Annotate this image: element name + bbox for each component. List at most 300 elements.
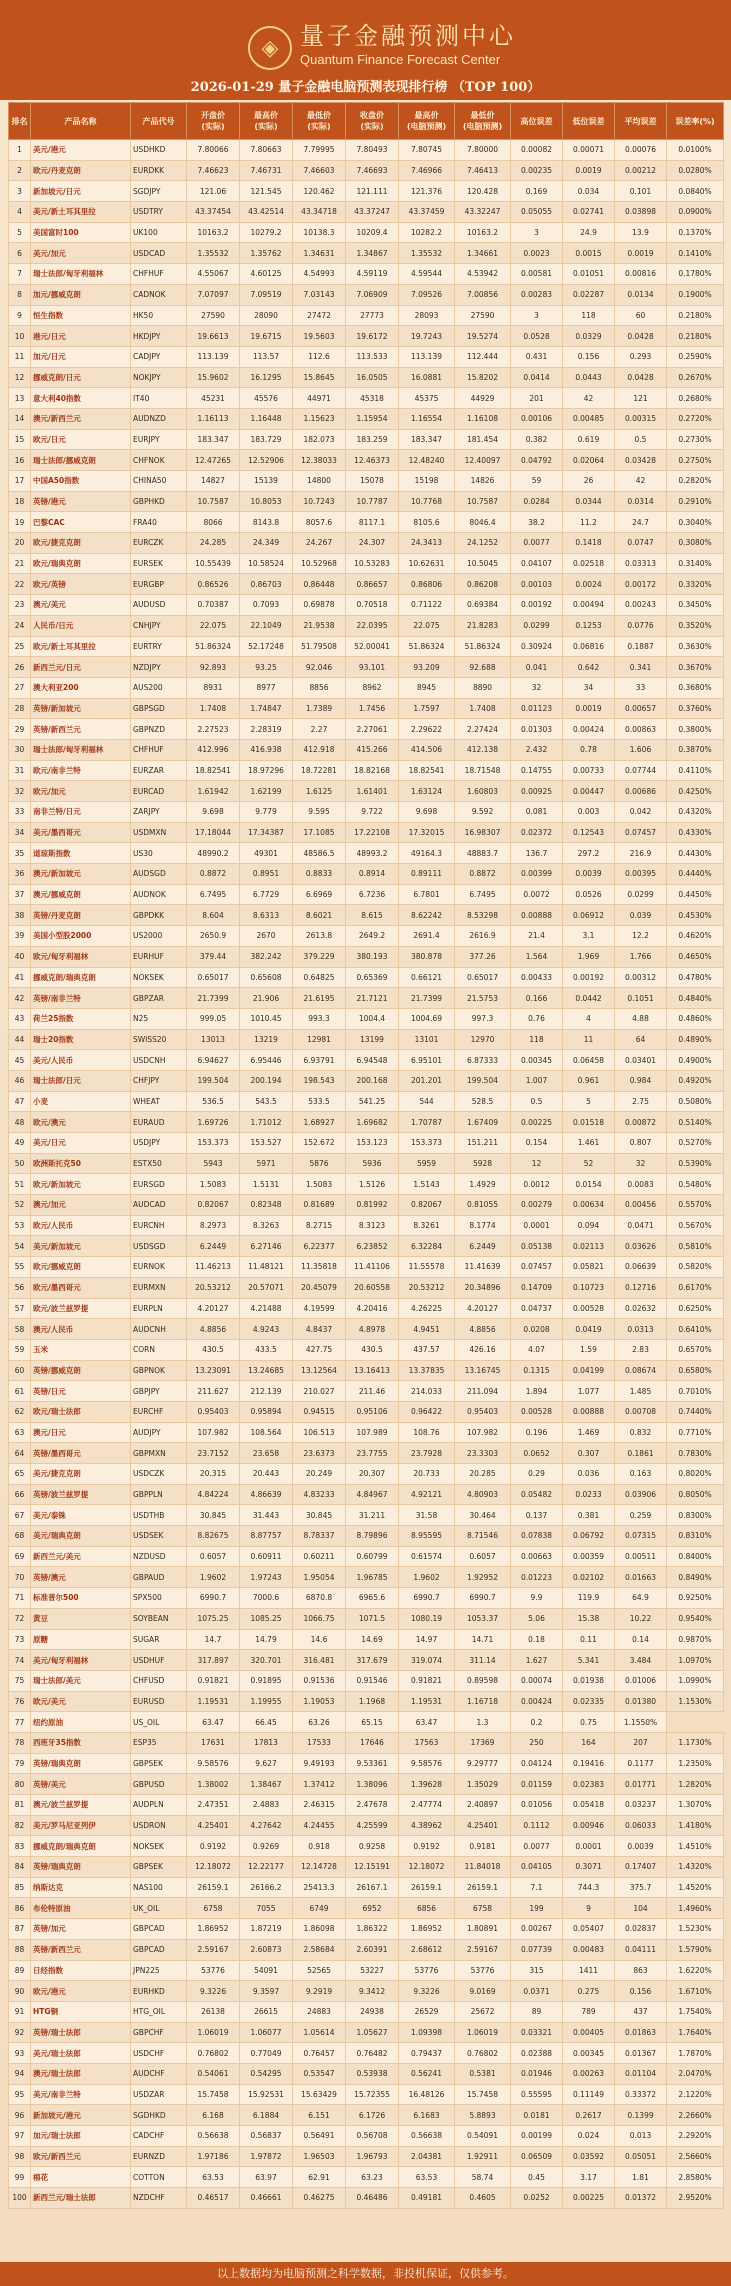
table-cell: 欧元/人民币 — [31, 1215, 131, 1236]
table-cell: 23.6373 — [293, 1443, 346, 1464]
table-cell: 0.00225 — [511, 1112, 563, 1133]
table-cell: 92.688 — [455, 657, 511, 678]
table-cell: 0.06033 — [615, 1815, 667, 1836]
table-cell: 0.75 — [563, 1712, 615, 1733]
table-cell: 49164.3 — [399, 843, 455, 864]
table-cell: 5 — [563, 1091, 615, 1112]
table-cell: 0.00235 — [511, 160, 563, 181]
table-cell: 2.4883 — [240, 1795, 293, 1816]
table-cell: 0.0428 — [615, 326, 667, 347]
table-cell: 1.96793 — [346, 2146, 399, 2167]
table-cell: 0.08674 — [615, 1360, 667, 1381]
table-cell: 19.5274 — [455, 326, 511, 347]
table-cell: 30.845 — [187, 1505, 240, 1526]
table-cell: 澳元/日元 — [31, 1422, 131, 1443]
table-cell: 68 — [9, 1526, 31, 1547]
table-row — [9, 1091, 724, 1112]
table-cell: 8856 — [293, 677, 346, 698]
table-cell: 0.04111 — [615, 1939, 667, 1960]
table-cell: 0.3670% — [667, 657, 724, 678]
table-cell: 5876 — [293, 1153, 346, 1174]
page-subtitle: 2026-01-29 量子金融电脑预测表现排行榜 （TOP 100） — [190, 80, 541, 95]
table-cell: 207 — [615, 1732, 667, 1753]
table-cell: 56 — [9, 1277, 31, 1298]
table-cell: 0.05407 — [563, 1919, 615, 1940]
table-cell: 0.01938 — [563, 1670, 615, 1691]
table-cell: EURMXN — [131, 1277, 187, 1298]
table-row — [9, 1029, 724, 1050]
table-cell: 9.3597 — [240, 1981, 293, 2002]
table-cell: 黄豆 — [31, 1608, 131, 1629]
table-row — [9, 1526, 724, 1547]
column-header: 开盘价 (实际) — [187, 103, 240, 140]
table-cell: 8.6313 — [240, 905, 293, 926]
table-cell: 997.3 — [455, 1008, 511, 1029]
table-cell: 0.4620% — [667, 926, 724, 947]
table-row — [9, 1401, 724, 1422]
table-cell: HTG铜 — [31, 2001, 131, 2022]
table-cell: 6758 — [187, 1898, 240, 1919]
table-cell: 0.3320% — [667, 574, 724, 595]
table-cell: 0.00816 — [615, 264, 667, 285]
table-cell: 0.70518 — [346, 595, 399, 616]
table-cell: 1.9602 — [187, 1567, 240, 1588]
table-cell: GBPDKK — [131, 905, 187, 926]
table-cell: 4.07 — [511, 1339, 563, 1360]
table-cell: 108.564 — [240, 1422, 293, 1443]
table-cell: 16.0881 — [399, 367, 455, 388]
table-cell: 0.77049 — [240, 2043, 293, 2064]
table-cell: 8117.1 — [346, 512, 399, 533]
table-cell: 382.242 — [240, 946, 293, 967]
table-cell: 118 — [511, 1029, 563, 1050]
table-cell: 0.00395 — [615, 864, 667, 885]
table-cell: 0.14 — [615, 1629, 667, 1650]
table-cell: 42 — [563, 388, 615, 409]
table-cell: US2000 — [131, 926, 187, 947]
table-cell: 22 — [9, 574, 31, 595]
table-cell: 11.41639 — [455, 1257, 511, 1278]
table-cell: 2.59167 — [455, 1939, 511, 1960]
table-cell: 2.0470% — [667, 2063, 724, 2084]
table-cell: 4.21488 — [240, 1298, 293, 1319]
table-cell: 6952 — [346, 1898, 399, 1919]
table-cell: EURHUF — [131, 946, 187, 967]
table-cell: USDCNH — [131, 1050, 187, 1071]
table-cell: 0.76802 — [187, 2043, 240, 2064]
table-cell: 欧元/澳元 — [31, 1112, 131, 1133]
table-cell: 21.9538 — [293, 615, 346, 636]
table-cell: 0.00634 — [563, 1195, 615, 1216]
table-cell: 4.60125 — [240, 264, 293, 285]
table-cell: 2 — [9, 160, 31, 181]
table-cell: 27590 — [187, 305, 240, 326]
table-cell: 0.01367 — [615, 2043, 667, 2064]
table-cell: 1.37412 — [293, 1774, 346, 1795]
table-cell: GBPNOK — [131, 1360, 187, 1381]
page-title-english: Quantum Finance Forecast Center — [300, 52, 501, 67]
table-cell: 24.7 — [615, 512, 667, 533]
table-cell: 0.17407 — [615, 1857, 667, 1878]
table-cell: 24.267 — [293, 533, 346, 554]
table-cell: 9.53361 — [346, 1753, 399, 1774]
table-cell: 0.3760% — [667, 698, 724, 719]
table-cell: 0.56491 — [293, 2126, 346, 2147]
table-cell: GBPNZD — [131, 719, 187, 740]
table-cell: 1.87219 — [240, 1919, 293, 1940]
table-cell: 11.2 — [563, 512, 615, 533]
table-row — [9, 1774, 724, 1795]
table-cell: 2.47351 — [187, 1795, 240, 1816]
table-cell: 51 — [9, 1174, 31, 1195]
table-cell: 412.918 — [293, 739, 346, 760]
table-cell: 0.2180% — [667, 326, 724, 347]
table-cell: 0.9192 — [399, 1836, 455, 1857]
table-cell: 0.00686 — [615, 781, 667, 802]
table-cell: 0.9870% — [667, 1629, 724, 1650]
table-cell: 1.95054 — [293, 1567, 346, 1588]
table-cell: 美元/人民币 — [31, 1050, 131, 1071]
table-cell: 0.154 — [511, 1133, 563, 1154]
table-row — [9, 2188, 724, 2209]
table-cell: 2.29622 — [399, 719, 455, 740]
table-cell: 17813 — [240, 1732, 293, 1753]
table-cell: 0.86806 — [399, 574, 455, 595]
table-cell: 1.60803 — [455, 781, 511, 802]
table-cell: 0.00243 — [615, 595, 667, 616]
table-cell: 0.2680% — [667, 388, 724, 409]
table-cell: 0.169 — [511, 181, 563, 202]
table-cell: USDTHB — [131, 1505, 187, 1526]
table-cell: 0.60211 — [293, 1546, 346, 1567]
table-cell: 528.5 — [455, 1091, 511, 1112]
table-cell: 美元/南非兰特 — [31, 2084, 131, 2105]
table-cell: 7.80066 — [187, 140, 240, 161]
table-cell: 10.53283 — [346, 553, 399, 574]
table-cell: 67 — [9, 1505, 31, 1526]
table-cell: 0.4330% — [667, 822, 724, 843]
table-cell: 0.00225 — [563, 2188, 615, 2209]
table-cell: 1.16554 — [399, 408, 455, 429]
table-cell: 416.938 — [240, 739, 293, 760]
table-cell: 美元/瑞士法郎 — [31, 2043, 131, 2064]
table-cell: 12981 — [293, 1029, 346, 1050]
table-cell: 92.893 — [187, 657, 240, 678]
table-header-row — [9, 103, 724, 140]
table-cell: 44971 — [293, 388, 346, 409]
table-cell: 11.84018 — [455, 1857, 511, 1878]
table-cell: 2.46315 — [293, 1795, 346, 1816]
table-cell: 375.7 — [615, 1877, 667, 1898]
table-cell: 0.156 — [563, 346, 615, 367]
table-cell: 0.56241 — [399, 2063, 455, 2084]
table-cell: 0.02064 — [563, 450, 615, 471]
table-cell: 15.8202 — [455, 367, 511, 388]
table-cell: HK50 — [131, 305, 187, 326]
table-cell: 26 — [9, 657, 31, 678]
table-cell: 6.6969 — [293, 884, 346, 905]
table-cell: 4.54993 — [293, 264, 346, 285]
table-cell: 新西兰元/瑞士法郎 — [31, 2188, 131, 2209]
table-cell: 380.193 — [346, 946, 399, 967]
table-cell: 小麦 — [31, 1091, 131, 1112]
table-cell: 0.0419 — [563, 1319, 615, 1340]
table-cell: 0.0280% — [667, 160, 724, 181]
table-cell: EURPLN — [131, 1298, 187, 1319]
table-cell: 0.642 — [563, 657, 615, 678]
table-row — [9, 574, 724, 595]
table-cell: 1053.37 — [455, 1608, 511, 1629]
table-cell: 9.595 — [293, 802, 346, 823]
table-cell: 0.11149 — [563, 2084, 615, 2105]
table-cell: 8977 — [240, 677, 293, 698]
table-cell: 1.38096 — [346, 1774, 399, 1795]
table-cell: 58 — [9, 1319, 31, 1340]
table-cell: 52.00041 — [346, 636, 399, 657]
table-cell: 0.00345 — [511, 1050, 563, 1071]
table-cell: 0.05821 — [563, 1257, 615, 1278]
table-cell: 0.02837 — [615, 1919, 667, 1940]
table-cell: 11 — [9, 346, 31, 367]
table-cell: 22.1049 — [240, 615, 293, 636]
table-cell: USDMXN — [131, 822, 187, 843]
table-cell: 14800 — [293, 471, 346, 492]
table-cell: 183.347 — [187, 429, 240, 450]
table-cell: 52565 — [293, 1960, 346, 1981]
table-cell: 20.443 — [240, 1464, 293, 1485]
table-cell: 1.39628 — [399, 1774, 455, 1795]
table-cell: 0.04107 — [511, 553, 563, 574]
table-cell: 35 — [9, 843, 31, 864]
table-cell: 0.05482 — [511, 1484, 563, 1505]
table-cell: 437 — [615, 2001, 667, 2022]
table-cell: 0.01051 — [563, 264, 615, 285]
table-cell: 0.6057 — [455, 1546, 511, 1567]
table-cell: 11.55578 — [399, 1257, 455, 1278]
table-cell: 0.0012 — [511, 1174, 563, 1195]
table-cell: 1.38002 — [187, 1774, 240, 1795]
table-cell: 789 — [563, 2001, 615, 2022]
table-cell: 78 — [9, 1732, 31, 1753]
table-cell: 美国小型股2000 — [31, 926, 131, 947]
table-cell: 113.57 — [240, 346, 293, 367]
table-row — [9, 367, 724, 388]
table-cell: 91 — [9, 2001, 31, 2022]
table-cell: 0.00424 — [563, 719, 615, 740]
table-cell: 26 — [563, 471, 615, 492]
table-cell: 14 — [9, 408, 31, 429]
table-cell: 51.86324 — [399, 636, 455, 657]
table-row — [9, 1008, 724, 1029]
table-cell: 12 — [9, 367, 31, 388]
table-cell: 8.71546 — [455, 1526, 511, 1547]
table-cell: 1.15623 — [293, 408, 346, 429]
table-cell: 17.34387 — [240, 822, 293, 843]
table-cell: 6.7236 — [346, 884, 399, 905]
table-cell: 6.1726 — [346, 2105, 399, 2126]
table-cell: 79 — [9, 1753, 31, 1774]
table-cell: 0.013 — [615, 2126, 667, 2147]
table-cell: 0.03237 — [615, 1795, 667, 1816]
table-cell: 1010.45 — [240, 1008, 293, 1029]
table-cell: 7.80745 — [399, 140, 455, 161]
table-cell: 0.00863 — [615, 719, 667, 740]
table-row — [9, 1795, 724, 1816]
table-cell: 10.62631 — [399, 553, 455, 574]
table-cell: 0.0001 — [511, 1215, 563, 1236]
table-cell: 32 — [615, 1153, 667, 1174]
table-cell: 430.5 — [187, 1339, 240, 1360]
table-cell: 1.0990% — [667, 1670, 724, 1691]
table-cell: 15198 — [399, 471, 455, 492]
table-cell: 0.14709 — [511, 1277, 563, 1298]
table-cell: 0.5 — [511, 1091, 563, 1112]
table-row — [9, 1836, 724, 1857]
table-cell: 64 — [615, 1029, 667, 1050]
table-cell: 543.5 — [240, 1091, 293, 1112]
table-cell: AUDNZD — [131, 408, 187, 429]
table-cell: 英镑/墨西哥元 — [31, 1443, 131, 1464]
table-cell: 1.67409 — [455, 1112, 511, 1133]
table-row — [9, 1215, 724, 1236]
table-cell: 0.46517 — [187, 2188, 240, 2209]
table-cell: 1.74847 — [240, 698, 293, 719]
table-cell: 93.209 — [399, 657, 455, 678]
table-cell: CHFUSD — [131, 1670, 187, 1691]
table-cell: 36 — [9, 864, 31, 885]
table-cell: SPX500 — [131, 1588, 187, 1609]
table-cell: 0.00315 — [615, 408, 667, 429]
table-cell: 200.168 — [346, 1070, 399, 1091]
table-cell: 1.96785 — [346, 1567, 399, 1588]
table-cell: 22.0395 — [346, 615, 399, 636]
table-cell: 0.95106 — [346, 1401, 399, 1422]
table-cell: 13.23091 — [187, 1360, 240, 1381]
table-cell: AUDNOK — [131, 884, 187, 905]
table-cell: 43.34718 — [293, 202, 346, 223]
table-cell: 20.60558 — [346, 1277, 399, 1298]
disclaimer-footer: 以上数据均为电脑预测之科学数据，非投机保证，仅供参考。 — [0, 2262, 731, 2286]
table-cell: 0.0001 — [563, 1836, 615, 1857]
table-cell: 4.25401 — [455, 1815, 511, 1836]
table-cell: 欧洲斯托克50 — [31, 1153, 131, 1174]
table-cell: 1.7389 — [293, 698, 346, 719]
table-cell: 4.80903 — [455, 1484, 511, 1505]
table-cell: 27773 — [346, 305, 399, 326]
table-cell: 0.01771 — [615, 1774, 667, 1795]
table-row — [9, 1277, 724, 1298]
table-cell: USDJPY — [131, 1133, 187, 1154]
table-cell: 0.01372 — [615, 2188, 667, 2209]
table-cell: 9.0169 — [455, 1981, 511, 2002]
column-header: 排名 — [9, 103, 31, 140]
table-cell: 0.0024 — [563, 574, 615, 595]
column-header: 最高价 (实际) — [240, 103, 293, 140]
table-cell: 0.53938 — [346, 2063, 399, 2084]
table-row — [9, 1112, 724, 1133]
table-cell: 6.95446 — [240, 1050, 293, 1071]
table-cell: 新西兰元/日元 — [31, 657, 131, 678]
table-cell: 0.4440% — [667, 864, 724, 885]
table-cell: 26138 — [187, 2001, 240, 2022]
table-cell: 0.91536 — [293, 1670, 346, 1691]
table-cell: 瑞士法郎/匈牙利福林 — [31, 264, 131, 285]
table-cell: 0.0443 — [563, 367, 615, 388]
table-cell: 0.7093 — [240, 595, 293, 616]
table-cell: 15.9602 — [187, 367, 240, 388]
table-cell: 7.06909 — [346, 284, 399, 305]
table-cell: 0.54091 — [455, 2126, 511, 2147]
table-cell: 0.30924 — [511, 636, 563, 657]
table-cell: 0.5670% — [667, 1215, 724, 1236]
table-cell: AUS200 — [131, 677, 187, 698]
table-cell: 12.2 — [615, 926, 667, 947]
table-cell: 23.658 — [240, 1443, 293, 1464]
table-cell: 纳斯达克 — [31, 1877, 131, 1898]
table-cell: 32 — [511, 677, 563, 698]
table-cell: AUDSGD — [131, 864, 187, 885]
table-cell: CNHJPY — [131, 615, 187, 636]
table-cell: 8046.4 — [455, 512, 511, 533]
table-cell: 棉花 — [31, 2167, 131, 2188]
table-cell: 0.1177 — [615, 1753, 667, 1774]
table-cell: 0.832 — [615, 1422, 667, 1443]
table-cell: 0.036 — [563, 1464, 615, 1485]
table-cell: 59 — [511, 471, 563, 492]
table-row — [9, 553, 724, 574]
table-cell: 0.4920% — [667, 1070, 724, 1091]
table-cell: 0.60911 — [240, 1546, 293, 1567]
table-row — [9, 1877, 724, 1898]
table-cell: 0.8872 — [455, 864, 511, 885]
table-cell: 0.00511 — [615, 1546, 667, 1567]
table-cell: 17.18044 — [187, 822, 240, 843]
column-header: 收盘价 (实际) — [346, 103, 399, 140]
table-cell: 美元/港元 — [31, 140, 131, 161]
table-cell: 巴黎CAC — [31, 512, 131, 533]
table-cell: 2.28319 — [240, 719, 293, 740]
table-cell: 99 — [9, 2167, 31, 2188]
table-cell: CHFNOK — [131, 450, 187, 471]
table-cell: 2649.2 — [346, 926, 399, 947]
table-cell: 0.02388 — [511, 2043, 563, 2064]
table-cell: 0.259 — [615, 1505, 667, 1526]
table-cell: 0.00399 — [511, 864, 563, 885]
table-cell: 澳元/新西兰元 — [31, 408, 131, 429]
table-cell: 1.06019 — [187, 2022, 240, 2043]
table-cell: 1.1550% — [615, 1712, 667, 1733]
table-cell: 0.00483 — [563, 1939, 615, 1960]
table-cell: 瑞士20指数 — [31, 1029, 131, 1050]
table-cell: 541.25 — [346, 1091, 399, 1112]
table-cell: 48586.5 — [293, 843, 346, 864]
table-cell: EURCNH — [131, 1215, 187, 1236]
table-cell: 437.57 — [399, 1339, 455, 1360]
table-row — [9, 1236, 724, 1257]
table-cell: 2.75 — [615, 1091, 667, 1112]
table-cell: 54091 — [240, 1960, 293, 1981]
table-cell: 19.5603 — [293, 326, 346, 347]
table-cell: 0.01104 — [615, 2063, 667, 2084]
table-cell: 34 — [9, 822, 31, 843]
table-cell: 5 — [9, 222, 31, 243]
table-cell: 0.918 — [293, 1836, 346, 1857]
table-cell: 15.7458 — [187, 2084, 240, 2105]
table-cell: 11.46213 — [187, 1257, 240, 1278]
table-cell: 1.68927 — [293, 1112, 346, 1133]
table-cell: 美元/新加坡元 — [31, 1236, 131, 1257]
table-cell: 1.35762 — [240, 243, 293, 264]
